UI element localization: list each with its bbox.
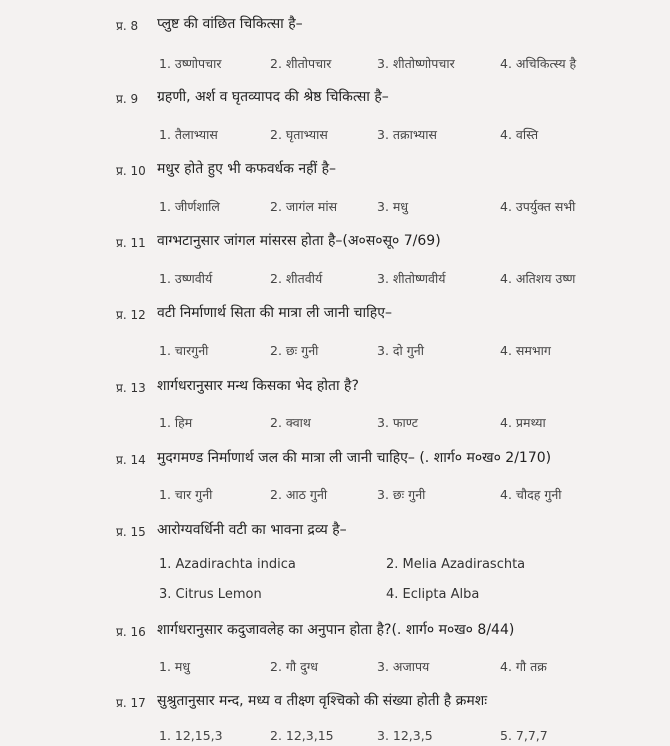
question-text: आरोग्यवर्धिनी वटी का भावना द्रव्य है–: [157, 522, 347, 538]
option-3: 3. दो गुनी: [377, 343, 424, 358]
option-1: 1. 12,15,3: [159, 728, 223, 743]
option-2: 2. छः गुनी: [270, 343, 319, 358]
question-text: प्लुष्ट की वांछित चिकित्सा है–: [157, 16, 303, 32]
option-1: 1. चार गुनी: [159, 487, 213, 502]
option-1: 1. तैलाभ्यास: [159, 127, 218, 142]
option-4: 4. वस्ति: [500, 127, 539, 142]
question-text: सुश्रुतानुसार मन्द, मध्य व तीक्ष्ण वृश्चिको की संख्या होती है क्रमशः: [157, 693, 488, 709]
question-number: प्र. 14: [116, 453, 146, 467]
option-4: 4. Eclipta Alba: [386, 587, 480, 602]
option-2: 2. Melia Azadiraschta: [386, 557, 526, 572]
option-4: 4. गौ तक्र: [500, 659, 547, 674]
option-2: 2. घृताभ्यास: [270, 127, 328, 142]
option-3: 3. तक्राभ्यास: [377, 127, 437, 142]
option-3: 3. छः गुनी: [377, 487, 426, 502]
option-3: 3. अजापय: [377, 659, 430, 674]
option-3: 3. Citrus Lemon: [159, 587, 262, 602]
option-4: 5. 7,7,7: [500, 728, 548, 743]
option-3: 3. मधु: [377, 199, 409, 214]
option-1: 1. Azadirachta indica: [159, 557, 296, 572]
question-number: प्र. 10: [116, 164, 146, 178]
option-4: 4. चौदह गुनी: [500, 487, 562, 502]
option-2: 2. गौ दुग्ध: [270, 659, 318, 674]
question-text: वाग्भटानुसार जांगल मांसरस होता है–(अ०स०सू० 7/69): [157, 233, 441, 249]
question-text: मुदगमण्ड निर्माणार्थ जल की मात्रा ली जानी चाहिए– (. शार्ग० म०ख० 2/170): [157, 450, 552, 466]
option-2: 2. शीतवीर्य: [270, 271, 323, 286]
question-text: मधुर होते हुए भी कफवर्धक नहीं है–: [157, 161, 337, 177]
option-2: 2. जागंल मांस: [270, 199, 338, 214]
option-2: 2. आठ गुनी: [270, 487, 328, 502]
question-text: ग्रहणी, अर्श व घृतव्यापद की श्रेष्ठ चिकित्सा है–: [157, 89, 389, 105]
option-1: 1. जीर्णशालि: [159, 199, 220, 214]
option-1: 1. मधु: [159, 659, 191, 674]
option-4: 4. अचिकित्स्य है: [500, 56, 577, 71]
option-2: 2. क्वाथ: [270, 415, 311, 430]
question-text: शार्गधरानुसार कदुजावलेह का अनुपान होता है?(. शार्ग० म०ख० 8/44): [157, 622, 515, 638]
option-4: 4. अतिशय उष्ण: [500, 271, 576, 286]
option-4: 4. समभाग: [500, 343, 551, 358]
option-1: 1. हिम: [159, 415, 193, 430]
option-3: 3. 12,3,5: [377, 728, 433, 743]
option-2: 2. 12,3,15: [270, 728, 334, 743]
question-text: वटी निर्माणार्थ सिता की मात्रा ली जानी चाहिए–: [157, 305, 392, 321]
question-number: प्र. 11: [116, 236, 146, 250]
option-2: 2. शीतोपचार: [270, 56, 332, 71]
question-number: प्र. 8: [116, 19, 139, 33]
question-number: प्र. 15: [116, 525, 146, 539]
option-4: 4. उपर्युक्त सभी: [500, 199, 576, 214]
option-3: 3. शीतोष्णोपचार: [377, 56, 455, 71]
option-1: 1. चारगुनी: [159, 343, 209, 358]
option-1: 1. उष्णोपचार: [159, 56, 222, 71]
question-text: शार्गधरानुसार मन्थ किसका भेद होता है?: [157, 378, 359, 394]
question-number: प्र. 16: [116, 625, 146, 639]
option-3: 3. शीतोष्णवीर्य: [377, 271, 446, 286]
option-1: 1. उष्णवीर्य: [159, 271, 213, 286]
question-number: प्र. 9: [116, 92, 139, 106]
question-number: प्र. 17: [116, 696, 146, 710]
option-4: 4. प्रमथ्या: [500, 415, 546, 430]
option-3: 3. फाण्ट: [377, 415, 418, 430]
question-number: प्र. 12: [116, 308, 146, 322]
question-number: प्र. 13: [116, 381, 146, 395]
